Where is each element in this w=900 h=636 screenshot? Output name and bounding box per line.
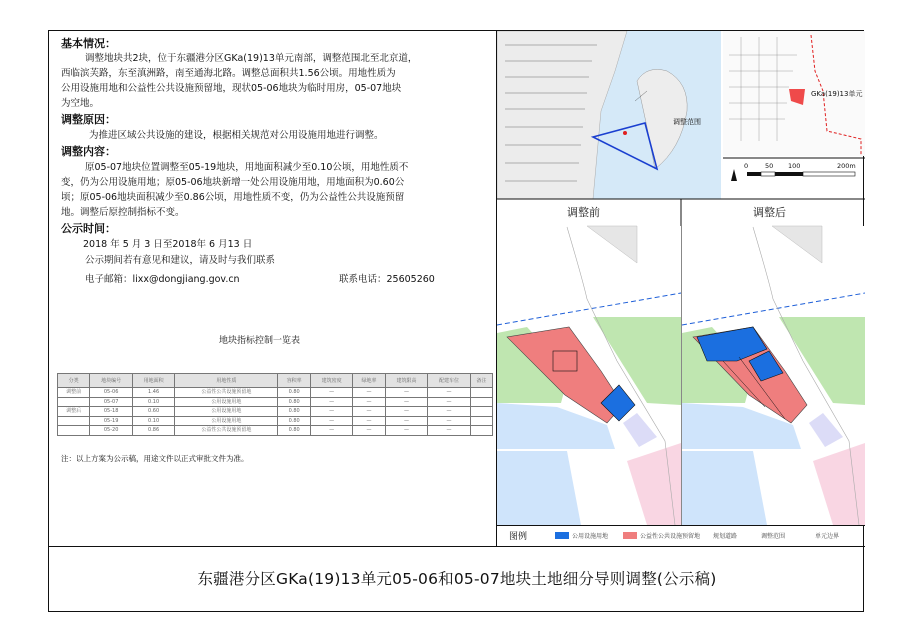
map-panel	[497, 31, 865, 546]
table-header-cell: 容积率	[278, 374, 310, 388]
content-heading: 调整内容：	[61, 145, 116, 158]
table-cell: 0.10	[132, 416, 174, 426]
basic-line: 为空地。	[61, 98, 100, 109]
before-map	[497, 226, 681, 525]
scale-bar-segment	[803, 172, 855, 176]
table-cell	[470, 416, 492, 426]
table-cell: —	[428, 416, 470, 426]
table-header-cell: 用地性质	[175, 374, 278, 388]
table-cell: —	[310, 416, 352, 426]
table-cell: 公用设施用地	[175, 416, 278, 426]
legend-title: 图例	[509, 532, 528, 542]
content-line: 原05-07地块位置调整至05-19地块，用地面积减少至0.10公顷，用地性质不	[85, 162, 409, 173]
table-row	[58, 397, 493, 407]
table-cell: —	[428, 397, 470, 407]
table-cell: 0.80	[278, 416, 310, 426]
legend-item: 规划道路	[713, 533, 738, 540]
table-cell: 05-07	[90, 397, 132, 407]
legend-item: 单元边界	[815, 533, 840, 540]
table-cell: —	[385, 388, 427, 398]
table-cell: —	[385, 416, 427, 426]
indicator-table	[57, 373, 493, 436]
basic-heading: 基本情况：	[61, 37, 116, 50]
document-title: 东疆港分区GKa(19)13单元05-06和05-07地块土地细分导则调整(公示稿)	[197, 570, 717, 588]
north-arrow-icon	[731, 169, 737, 181]
table-cell: —	[428, 407, 470, 417]
legend-swatch-red	[623, 532, 637, 539]
context-map	[723, 31, 865, 181]
table-header-cell: 备注	[470, 374, 492, 388]
table-cell: —	[428, 426, 470, 436]
table-header-cell: 建筑限高	[385, 374, 427, 388]
location-label: 调整范围	[673, 118, 701, 126]
table-cell: 公用设施用地	[175, 407, 278, 417]
table-cell: —	[385, 407, 427, 417]
table-cell: 调整后	[58, 407, 90, 417]
table-header-cell: 建筑密度	[310, 374, 352, 388]
scale-label: 50	[765, 162, 774, 170]
table-header-cell: 用地面积	[132, 374, 174, 388]
time-line: 2018 年 5 月 3 日至2018年 6 月13 日	[83, 239, 253, 250]
basic-line: 公用设施用地和公益性公共设施预留地，现状05-06地块为临时用房，05-07地块	[61, 83, 402, 94]
table-cell: 05-20	[90, 426, 132, 436]
table-cell: 0.10	[132, 397, 174, 407]
table-cell: 公用设施用地	[175, 397, 278, 407]
notice-text-panel	[49, 31, 496, 546]
table-cell: —	[310, 397, 352, 407]
before-parcel	[497, 451, 581, 525]
table-cell: —	[353, 388, 385, 398]
table-cell: —	[353, 407, 385, 417]
table-cell: —	[353, 397, 385, 407]
scale-label: 100	[788, 162, 801, 170]
basic-line: 调整地块共2块，位于东疆港分区GKa(19)13单元南部，调整范围北至北京道，	[85, 53, 418, 64]
table-cell	[58, 397, 90, 407]
table-cell: 0.80	[278, 397, 310, 407]
scale-label: 200m	[837, 162, 856, 170]
scale-bar-segment	[761, 172, 775, 176]
table-cell	[470, 397, 492, 407]
table-header-cell: 地块编号	[90, 374, 132, 388]
table-cell: 05-06	[90, 388, 132, 398]
opinion-line: 公示期间若有意见和建议，请及时与我们联系	[85, 255, 276, 266]
table-cell: 调整前	[58, 388, 90, 398]
legend-item: 调整范围	[761, 533, 786, 540]
table-cell	[470, 407, 492, 417]
table-header-row	[58, 374, 493, 388]
table-cell: 0.60	[132, 407, 174, 417]
site-marker	[623, 131, 627, 135]
phone-label: 联系电话：25605260	[339, 274, 435, 285]
table-cell: —	[310, 426, 352, 436]
table-row	[58, 388, 493, 398]
content-line: 变，仍为公用设施用地；原05-06地块新增一处公用设施用地，用地面积为0.60公	[61, 177, 405, 188]
table-cell: 1.46	[132, 388, 174, 398]
after-title: 调整后	[753, 206, 786, 219]
legend	[497, 525, 865, 546]
after-parcel	[682, 451, 767, 525]
email-label: 电子邮箱：lixx@dongjiang.gov.cn	[85, 274, 240, 285]
page-frame	[48, 30, 864, 612]
reason-line: 为推进区域公共设施的建设，根据相关规范对公用设施用地进行调整。	[89, 130, 384, 141]
table-cell: 0.86	[132, 426, 174, 436]
map-graphics	[497, 31, 865, 525]
table-cell: —	[310, 407, 352, 417]
time-heading: 公示时间：	[61, 222, 116, 235]
table-cell: —	[310, 388, 352, 398]
scale-bar-segment	[775, 172, 803, 176]
table-header-cell: 分类	[58, 374, 90, 388]
table-cell	[58, 426, 90, 436]
legend-swatch-blue	[555, 532, 569, 539]
basic-line: 西临滨芙路，东至滇洲路，南至通海北路。调整总面积共1.56公顷。用地性质为	[61, 68, 396, 79]
table-cell	[58, 416, 90, 426]
table-cell: —	[353, 426, 385, 436]
scale-bar-segment	[747, 172, 761, 176]
table-header-cell: 配建车位	[428, 374, 470, 388]
table-cell: —	[428, 388, 470, 398]
table-cell: 公益性公共设施预留地	[175, 426, 278, 436]
table-title: 地块指标控制一览表	[219, 336, 301, 346]
table-cell: 05-18	[90, 407, 132, 417]
table-cell: 05-19	[90, 416, 132, 426]
table-cell: 0.80	[278, 388, 310, 398]
table-row	[58, 407, 493, 417]
scale-label: 0	[744, 162, 749, 170]
table-header-cell: 绿地率	[353, 374, 385, 388]
before-title: 调整前	[567, 206, 600, 219]
reason-heading: 调整原因：	[61, 113, 116, 126]
table-row	[58, 426, 493, 436]
table-row	[58, 416, 493, 426]
unit-label: GKa(19)13单元	[811, 90, 863, 98]
table-cell	[470, 388, 492, 398]
table-note: 注：以上方案为公示稿，用途文件以正式审批文件为准。	[61, 454, 249, 463]
after-map	[682, 226, 865, 525]
content-line: 顷；原05-06地块面积减少至0.86公顷，用地性质不变，仍为公益性公共设施预留	[61, 192, 405, 203]
table-cell: —	[385, 397, 427, 407]
table-cell: —	[353, 416, 385, 426]
table-cell	[470, 426, 492, 436]
table-cell: 0.80	[278, 407, 310, 417]
table-cell: 0.80	[278, 426, 310, 436]
table-cell: —	[385, 426, 427, 436]
table-cell: 公益性公共设施预留地	[175, 388, 278, 398]
legend-item: 公益性公共设施预留地	[640, 533, 701, 540]
legend-item: 公用设施用地	[572, 533, 609, 540]
content-line: 地。调整后原控制指标不变。	[61, 207, 185, 218]
